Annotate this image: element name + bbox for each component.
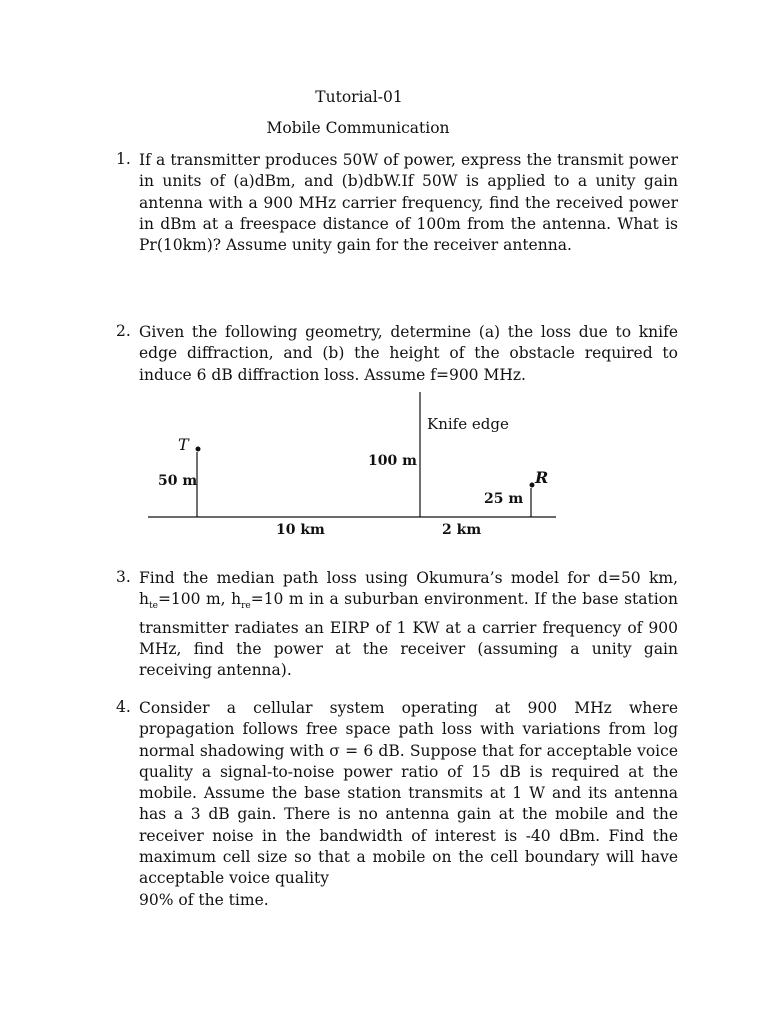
- question-1: [116, 150, 678, 256]
- question-text-last-line: 90% of the time.: [139, 890, 269, 909]
- page-title: Tutorial-01: [315, 88, 403, 106]
- question-number: 2.: [116, 322, 131, 340]
- obstacle-height-label: 100 m: [368, 453, 417, 469]
- receiver-label: R: [535, 468, 549, 487]
- knife-edge-diagram: [0, 388, 768, 548]
- question-number: 4.: [116, 698, 131, 716]
- receiver-icon: [530, 483, 535, 488]
- knife-edge-label: Knife edge: [427, 415, 509, 433]
- question-text-part: =100 m, h: [157, 590, 242, 609]
- question-text-main: Consider a cellular system operating at 900 MHz where propagation follows free space path loss with variations from log normal shadowing with σ = 6 dB. Suppose that for acceptable voice quality a signal-to-noise power ratio of 15 dB is required at the mobile. Assume the base station transmits at 1 W and its antenna has a 3 dB gain. There is no antenna gain at the mobile and the receiver noise in the bandwidth of interest is -40 dBm. Find the maximum cell size so that a mobile on the cell boundary will have acceptable voice quality: [139, 699, 678, 888]
- transmitter-label: T: [178, 435, 189, 454]
- question-number: 3.: [116, 568, 131, 586]
- question-2: [116, 322, 678, 386]
- question-text-part: =10 m in a suburban environment. If the base station transmitter radiates an EIRP of 1 KW at a carrier frequency of 900 MHz, find the power at the receiver (assuming a unity gain receiving antenna).: [139, 590, 678, 680]
- distance-obstacle-rx: 2 km: [442, 522, 482, 538]
- question-3: [116, 568, 678, 682]
- question-text: [139, 568, 678, 682]
- page-subtitle: Mobile Communication: [266, 119, 450, 137]
- question-number: 1.: [116, 150, 131, 168]
- transmitter-icon: [196, 447, 201, 452]
- question-text: Given the following geometry, determine (a) the loss due to knife edge diffraction, and (b) the height of the obstacle required to induce 6 dB diffraction loss. Assume f=900 MHz.: [139, 323, 678, 384]
- distance-tx-obstacle: 10 km: [276, 522, 325, 538]
- question-text: [139, 698, 678, 911]
- question-text: If a transmitter produces 50W of power, express the transmit power in units of (a)dBm, and (b)dbW.If 50W is applied to a unity gain antenna with a 900 MHz carrier frequency, find the received power in dBm at a freespace distance of 100m from the antenna. What is Pr(10km)? Assume unity gain for the receiver antenna.: [139, 151, 678, 255]
- receiver-height-label: 25 m: [484, 491, 524, 507]
- subscript-re: re: [241, 601, 251, 612]
- subscript-te: te: [148, 601, 158, 612]
- question-4: [116, 698, 678, 911]
- question-text-part: Find the median path loss using Okumura’s model for d=50 km, h: [139, 569, 678, 609]
- transmitter-height-label: 50 m: [158, 473, 198, 489]
